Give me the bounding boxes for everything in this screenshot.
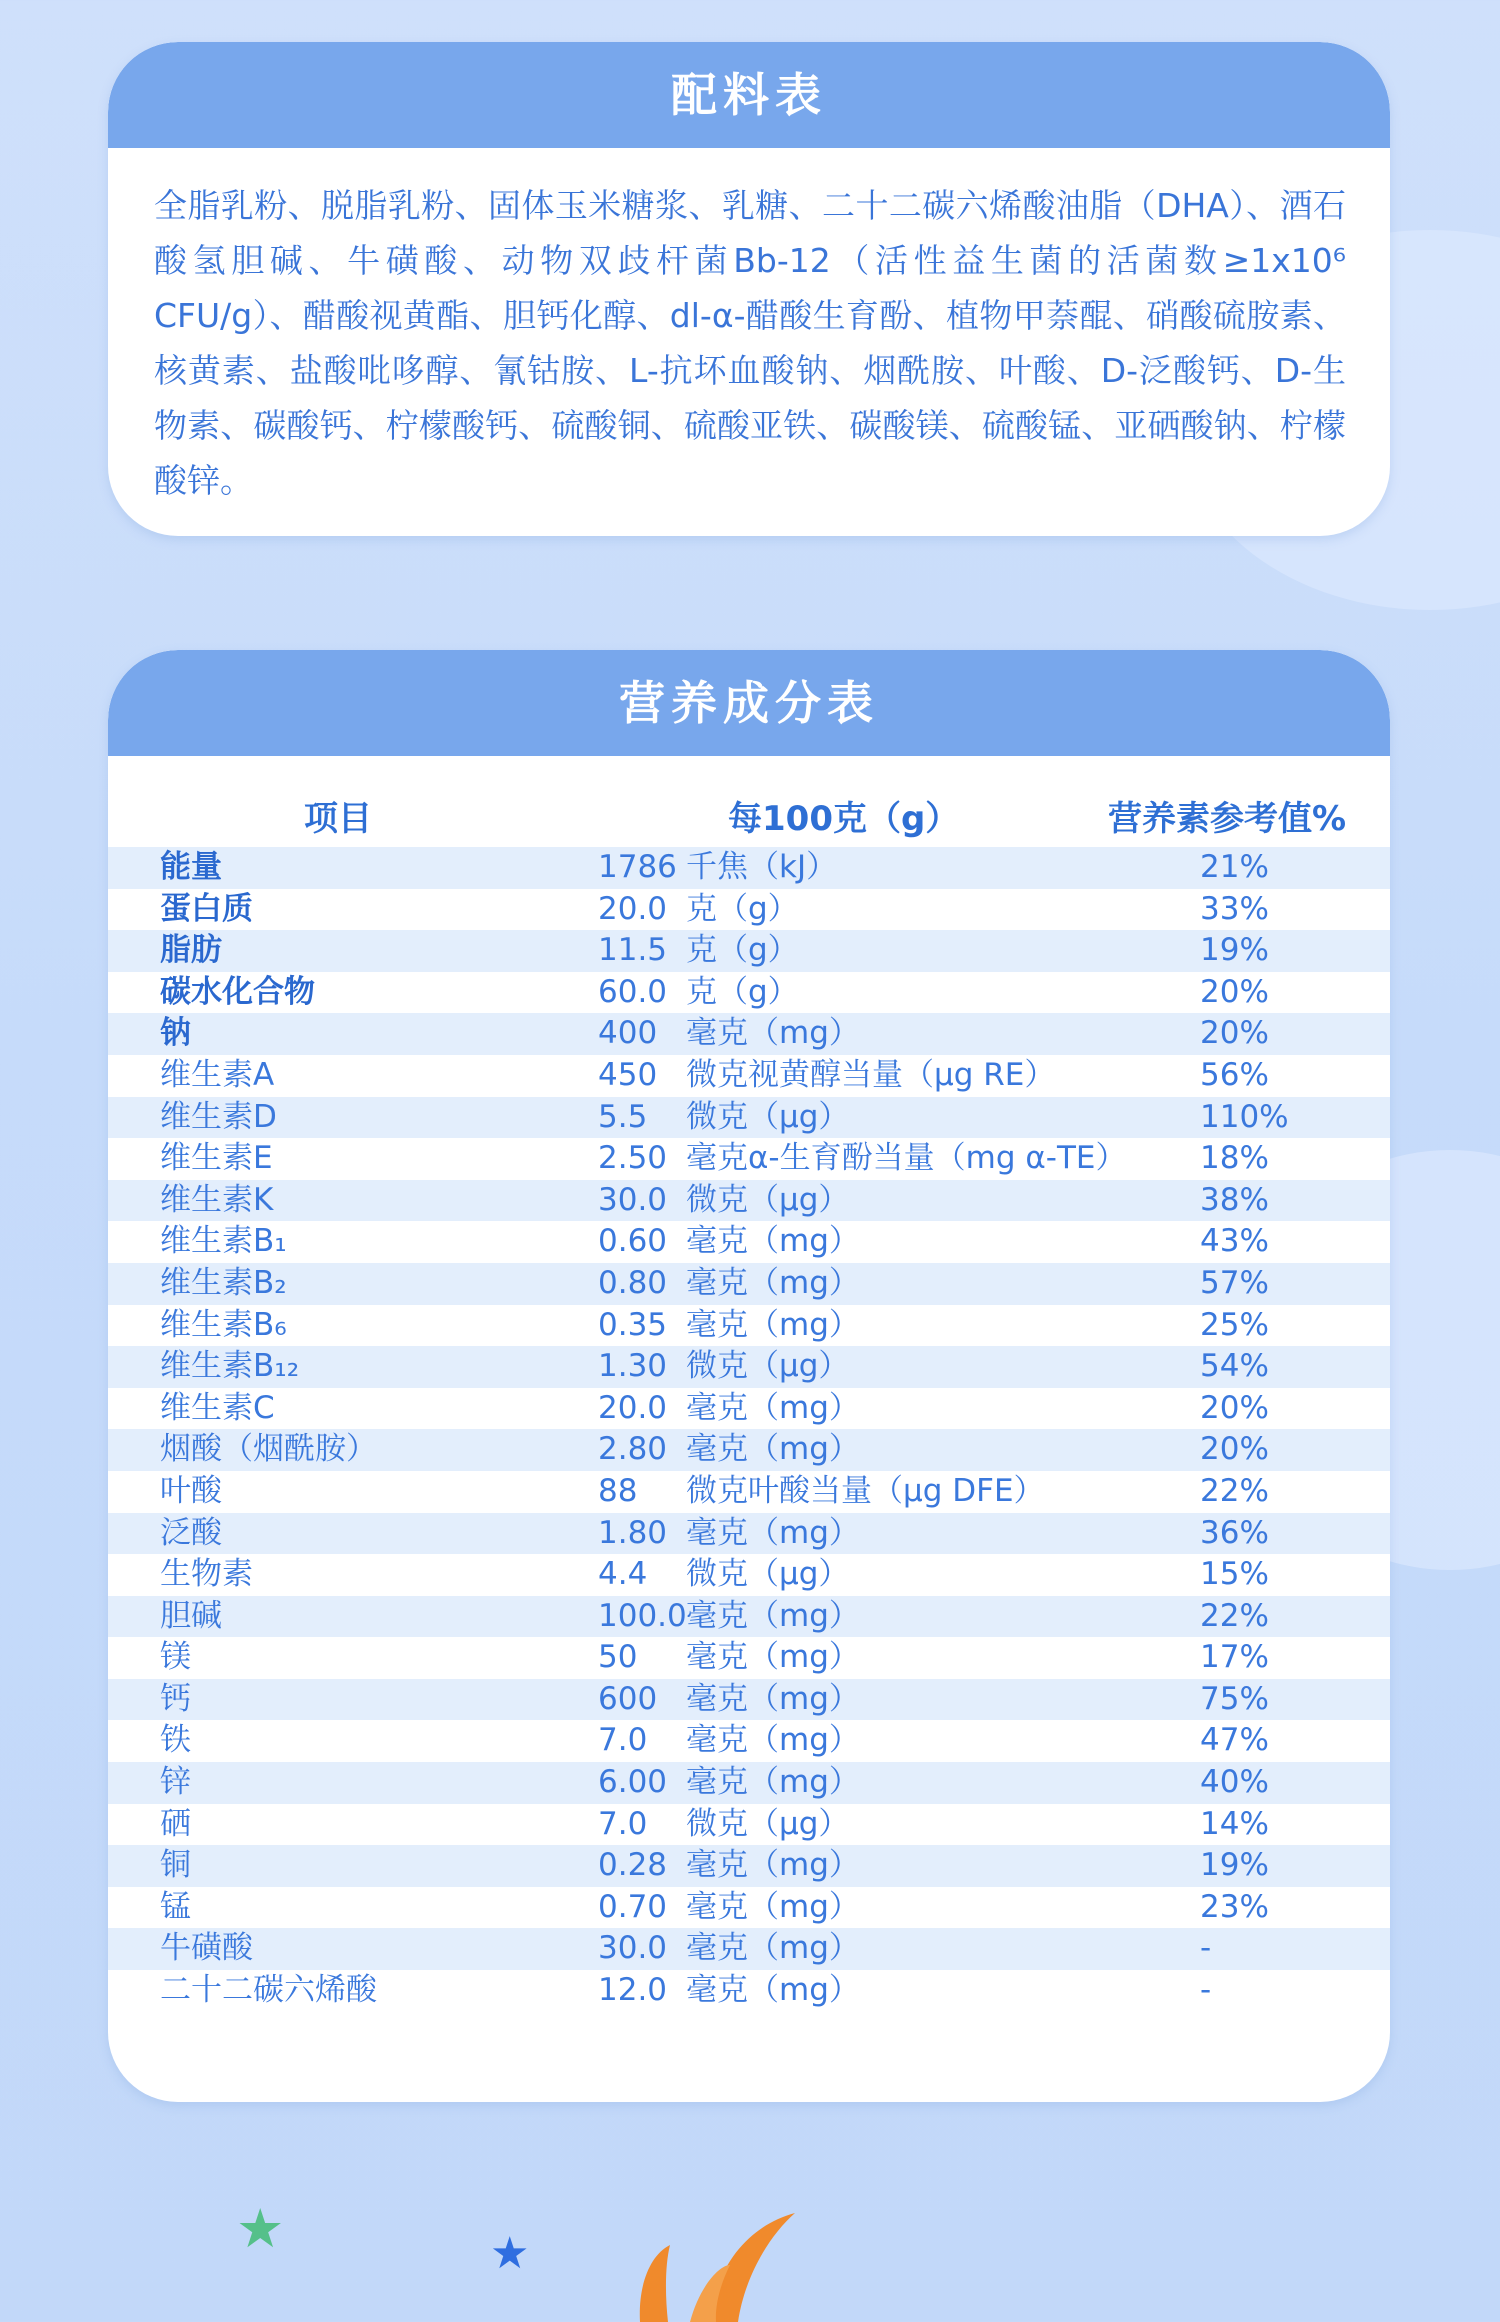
ingredients-text: 全脂乳粉、脱脂乳粉、固体玉米糖浆、乳糖、二十二碳六烯酸油脂（DHA）、酒石酸氢胆碱、牛磺酸、动物双歧杆菌Bb-12（活性益生菌的活菌数≥1x10⁶ CFU/g）、醋酸视黄酯、胆钙化醇、dl-α-醋酸生育酚、植物甲萘醌、硝酸硫胺素、核黄素、盐酸吡哆醇、氰钴胺、L-抗坏血酸钠、烟酰胺、叶酸、D-泛酸钙、D-生物素、碳酸钙、柠檬酸钙、硫酸铜、硫酸亚铁、碳酸镁、硫酸锰、亚硒酸钠、柠檬酸锌。 (154, 186, 1346, 500)
nutrient-nrv: 40% (1200, 1764, 1269, 1801)
table-row (108, 1055, 1390, 1097)
nutrient-nrv: 22% (1200, 1472, 1269, 1509)
nutrient-unit: 毫克（mg） (686, 1015, 860, 1052)
table-row (108, 1637, 1390, 1679)
nutrient-unit: 毫克（mg） (686, 1722, 860, 1759)
table-row (108, 1388, 1390, 1430)
nutrient-name: 胆碱 (160, 1597, 222, 1634)
nutrient-name: 维生素B₆ (160, 1306, 287, 1343)
nutrient-nrv: 22% (1200, 1597, 1269, 1634)
nutrient-nrv: 43% (1200, 1223, 1269, 1260)
nutrient-nrv: 23% (1200, 1888, 1269, 1925)
milk-splash-graphic (620, 2205, 820, 2322)
table-row (108, 1429, 1390, 1471)
nutrient-unit: 毫克（mg） (686, 1389, 860, 1426)
nutrient-unit: 毫克（mg） (686, 1972, 860, 2009)
nutrient-unit: 毫克（mg） (686, 1264, 860, 1301)
nutrient-unit: 克（g） (686, 890, 799, 927)
nutrient-nrv: 110% (1200, 1098, 1289, 1135)
nutrient-unit: 毫克（mg） (686, 1306, 860, 1343)
nutrient-nrv: 15% (1200, 1556, 1269, 1593)
nutrient-unit: 微克叶酸当量（μg DFE） (686, 1472, 1045, 1509)
nutrient-nrv: 75% (1200, 1680, 1269, 1717)
table-row (108, 1762, 1390, 1804)
nutrient-unit: 毫克（mg） (686, 1680, 860, 1717)
nutrient-nrv: 20% (1200, 1431, 1269, 1468)
nutrient-nrv: 19% (1200, 932, 1269, 969)
header-per100g: 每100克（g） (728, 799, 960, 839)
nutrient-name: 叶酸 (160, 1472, 222, 1509)
nutrient-value: 20.0 (598, 1389, 668, 1426)
nutrient-unit: 微克（μg） (686, 1348, 850, 1385)
nutrient-name: 维生素A (160, 1056, 275, 1093)
nutrient-value: 1.30 (598, 1348, 668, 1385)
nutrient-nrv: - (1200, 1972, 1212, 2009)
nutrient-unit: 微克（μg） (686, 1098, 850, 1135)
nutrient-name: 镁 (160, 1639, 191, 1676)
table-row (108, 1097, 1390, 1139)
nutrient-name: 维生素E (160, 1140, 273, 1177)
nutrient-name: 维生素B₂ (160, 1264, 287, 1301)
nutrient-name: 维生素C (160, 1389, 275, 1426)
nutrient-nrv: 18% (1200, 1140, 1269, 1177)
nutrient-value: 600 (598, 1680, 658, 1717)
nutrient-nrv: 56% (1200, 1056, 1269, 1093)
nutrient-value: 450 (598, 1056, 658, 1093)
table-row (108, 1471, 1390, 1513)
nutrition-table-body (108, 847, 1390, 2012)
table-row (108, 1970, 1390, 2012)
nutrient-unit: 微克视黄醇当量（μg RE） (686, 1056, 1056, 1093)
nutrient-nrv: 57% (1200, 1264, 1269, 1301)
nutrient-value: 0.28 (598, 1847, 668, 1884)
nutrient-nrv: 36% (1200, 1514, 1269, 1551)
nutrient-value: 7.0 (598, 1805, 648, 1842)
ingredients-card (108, 42, 1390, 536)
green-star-icon: ★ (236, 2197, 285, 2260)
nutrient-value: 12.0 (598, 1972, 668, 2009)
nutrient-nrv: 25% (1200, 1306, 1269, 1343)
nutrient-value: 2.80 (598, 1431, 668, 1468)
table-row (108, 1180, 1390, 1222)
nutrient-value: 4.4 (598, 1556, 648, 1593)
nutrient-unit: 毫克α-生育酚当量（mg α-TE） (686, 1140, 1127, 1177)
nutrient-name: 维生素K (160, 1181, 274, 1218)
nutrient-unit: 毫克（mg） (686, 1223, 860, 1260)
nutrient-value: 0.60 (598, 1223, 668, 1260)
table-row (108, 1138, 1390, 1180)
nutrient-value: 30.0 (598, 1930, 668, 1967)
table-row (108, 1013, 1390, 1055)
nutrient-nrv: 38% (1200, 1181, 1269, 1218)
nutrient-name: 钙 (160, 1680, 191, 1717)
nutrient-unit: 千焦（kJ） (686, 849, 838, 885)
nutrient-nrv: 21% (1200, 849, 1269, 885)
nutrient-nrv: 14% (1200, 1805, 1269, 1842)
table-row (108, 972, 1390, 1014)
table-row (108, 1305, 1390, 1347)
nutrient-value: 50 (598, 1639, 638, 1676)
table-row (108, 1845, 1390, 1887)
nutrient-nrv: 33% (1200, 890, 1269, 927)
nutrient-unit: 毫克（mg） (686, 1514, 860, 1551)
nutrient-name: 蛋白质 (160, 890, 253, 927)
nutrient-name: 维生素B₁₂ (160, 1348, 300, 1385)
nutrient-value: 11.5 (598, 932, 668, 969)
ingredients-title: 配料表 (108, 42, 1390, 148)
nutrient-value: 1.80 (598, 1514, 668, 1551)
table-row (108, 1720, 1390, 1762)
nutrient-name: 生物素 (160, 1556, 253, 1593)
nutrient-unit: 毫克（mg） (686, 1639, 860, 1676)
nutrient-name: 二十二碳六烯酸 (160, 1972, 377, 2009)
nutrition-title: 营养成分表 (108, 650, 1390, 756)
nutrient-unit: 微克（μg） (686, 1556, 850, 1593)
nutrient-value: 100.0 (598, 1597, 687, 1634)
nutrient-value: 1786 (598, 849, 677, 885)
nutrient-nrv: 54% (1200, 1348, 1269, 1385)
nutrient-value: 88 (598, 1472, 638, 1509)
nutrient-unit: 微克（μg） (686, 1181, 850, 1218)
nutrient-name: 碳水化合物 (160, 973, 315, 1010)
nutrient-nrv: 20% (1200, 973, 1269, 1010)
nutrient-name: 牛磺酸 (160, 1930, 253, 1967)
nutrient-nrv: - (1200, 1930, 1212, 1967)
nutrient-name: 锌 (160, 1764, 191, 1801)
nutrient-unit: 毫克（mg） (686, 1930, 860, 1967)
nutrient-name: 锰 (160, 1888, 191, 1925)
table-row (108, 1554, 1390, 1596)
nutrient-unit: 毫克（mg） (686, 1847, 860, 1884)
nutrient-name: 泛酸 (160, 1514, 222, 1551)
table-row (108, 1263, 1390, 1305)
nutrient-name: 能量 (160, 849, 222, 885)
table-row (108, 1513, 1390, 1555)
nutrient-value: 0.35 (598, 1306, 668, 1343)
nutrient-name: 烟酸（烟酰胺） (160, 1431, 377, 1468)
nutrient-name: 脂肪 (160, 932, 222, 969)
nutrient-value: 6.00 (598, 1764, 668, 1801)
nutrient-name: 硒 (160, 1805, 191, 1842)
nutrient-unit: 克（g） (686, 932, 799, 969)
nutrient-value: 0.80 (598, 1264, 668, 1301)
nutrient-nrv: 47% (1200, 1722, 1269, 1759)
nutrient-name: 维生素D (160, 1098, 277, 1135)
table-row (108, 1596, 1390, 1638)
nutrient-nrv: 19% (1200, 1847, 1269, 1884)
nutrition-card (108, 650, 1390, 2102)
nutrient-nrv: 17% (1200, 1639, 1269, 1676)
nutrient-unit: 微克（μg） (686, 1805, 850, 1842)
nutrient-name: 铁 (160, 1722, 191, 1759)
nutrient-unit: 毫克（mg） (686, 1764, 860, 1801)
table-row (108, 1928, 1390, 1970)
nutrient-nrv: 20% (1200, 1389, 1269, 1426)
nutrient-value: 2.50 (598, 1140, 668, 1177)
nutrient-nrv: 20% (1200, 1015, 1269, 1052)
table-row (108, 1804, 1390, 1846)
nutrient-value: 5.5 (598, 1098, 648, 1135)
nutrient-value: 400 (598, 1015, 658, 1052)
nutrient-value: 7.0 (598, 1722, 648, 1759)
nutrient-name: 维生素B₁ (160, 1223, 287, 1260)
nutrient-unit: 克（g） (686, 973, 799, 1010)
table-row (108, 889, 1390, 931)
nutrient-name: 铜 (160, 1847, 191, 1884)
table-row (108, 1679, 1390, 1721)
table-row (108, 1221, 1390, 1263)
table-row (108, 930, 1390, 972)
nutrient-name: 钠 (160, 1015, 191, 1052)
nutrient-unit: 毫克（mg） (686, 1597, 860, 1634)
table-row (108, 1887, 1390, 1929)
table-row (108, 1346, 1390, 1388)
nutrient-value: 30.0 (598, 1181, 668, 1218)
blue-star-icon: ★ (490, 2228, 530, 2279)
nutrient-unit: 毫克（mg） (686, 1431, 860, 1468)
nutrient-unit: 毫克（mg） (686, 1888, 860, 1925)
nutrient-value: 60.0 (598, 973, 668, 1010)
nutrient-value: 0.70 (598, 1888, 668, 1925)
table-row (108, 847, 1390, 889)
header-nrv: 营养素参考值% (1108, 799, 1347, 839)
header-item: 项目 (304, 799, 372, 839)
nutrient-value: 20.0 (598, 890, 668, 927)
